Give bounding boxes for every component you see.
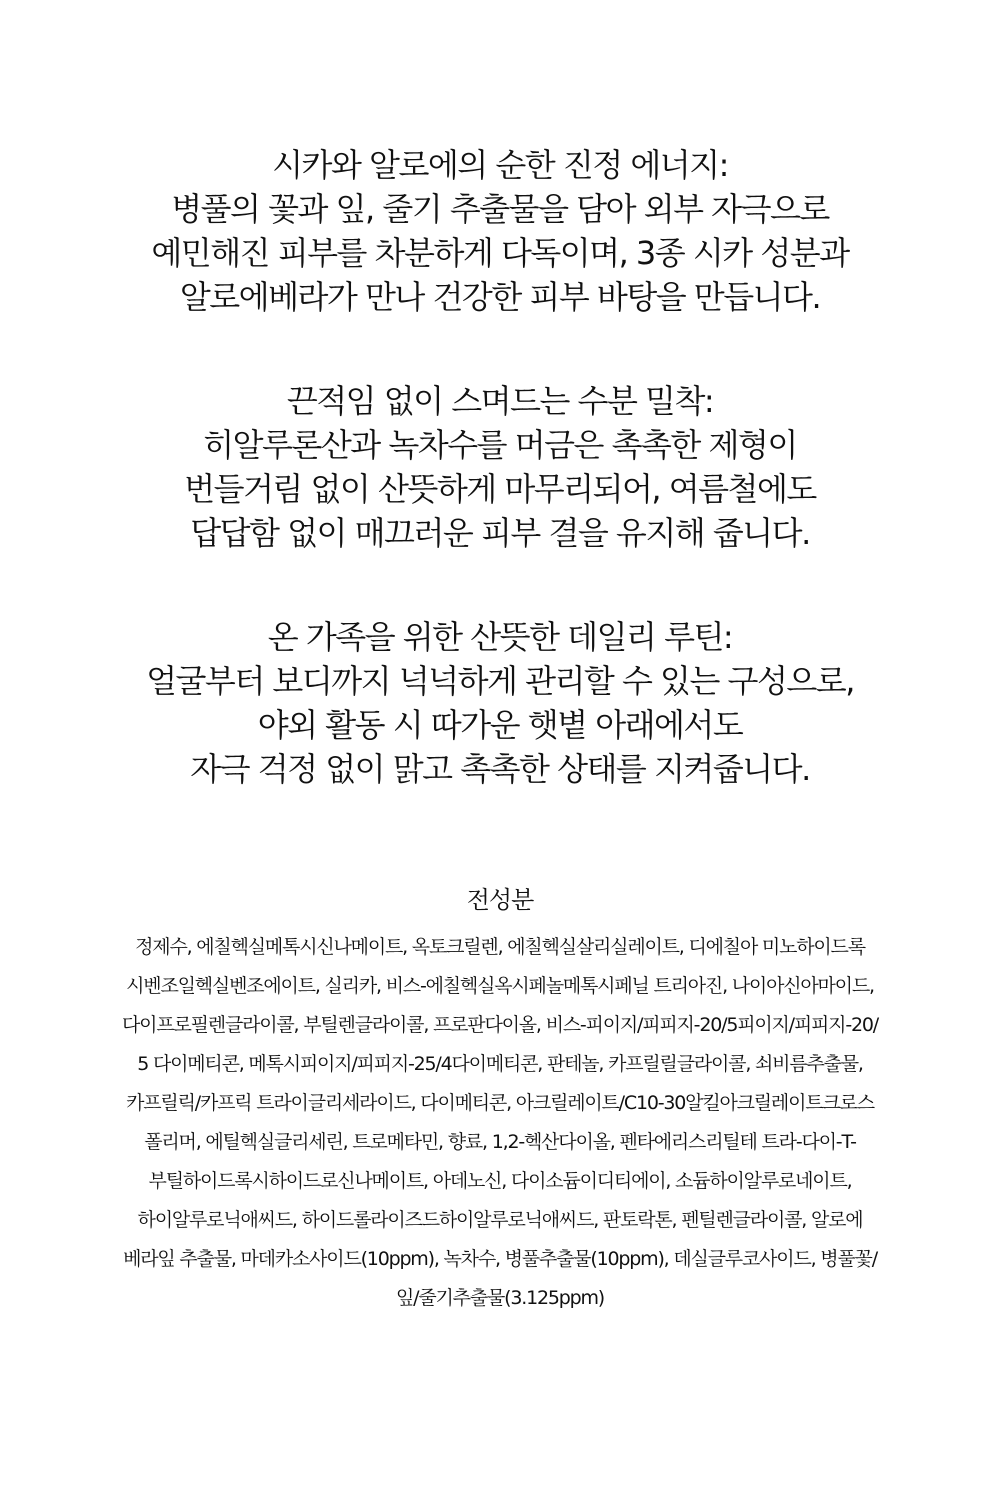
section-text-line: 야외 활동 시 따가운 햇볕 아래에서도 (257, 706, 743, 744)
section-text-line: 예민해진 피부를 차분하게 다독이며, 3종 시카 성분과 (151, 234, 849, 272)
description-section-family-routine (0, 615, 1000, 791)
section-text-line: 병풀의 꽃과 잎, 줄기 추출물을 담아 외부 자극으로 (171, 190, 829, 228)
ingredients-line: 폴리머, 에틸헥실글리세린, 트로메타민, 향료, 1,2-헥산다이올, 펜타에리스리틸테 트라-다이-T- (144, 1131, 856, 1153)
section-text-line: 답답함 없이 매끄러운 피부 결을 유지해 줍니다. (190, 514, 810, 552)
ingredients-line: 부틸하이드록시하이드로신나메이트, 아데노신, 다이소듐이디티에이, 소듐하이알루로네이트, (148, 1170, 852, 1192)
section-heading: 온 가족을 위한 산뜻한 데일리 루틴: (267, 618, 733, 656)
section-heading: 끈적임 없이 스며드는 수분 밀착: (286, 382, 714, 420)
section-heading: 시카와 알로에의 순한 진정 에너지: (272, 146, 728, 184)
section-text-line: 번들거림 없이 산뜻하게 마무리되어, 여름철에도 (184, 470, 816, 508)
section-text-line: 얼굴부터 보디까지 넉넉하게 관리할 수 있는 구성으로, (146, 662, 854, 700)
section-text-line: 히알루론산과 녹차수를 머금은 촉촉한 제형이 (203, 426, 797, 464)
ingredients-line: 시벤조일헥실벤조에이트, 실리카, 비스-에칠헥실옥시페놀메톡시페닐 트리아진, 나이아신아마이드, (126, 975, 874, 997)
product-description (0, 143, 1000, 851)
ingredients-list (0, 882, 1000, 1318)
section-text-line: 알로에베라가 만나 건강한 피부 바탕을 만듭니다. (179, 278, 821, 316)
ingredients-line: 잎/줄기추출물(3.125ppm) (396, 1287, 604, 1309)
section-text-line: 자극 걱정 없이 맑고 촉촉한 상태를 지켜줍니다. (190, 750, 810, 788)
ingredients-title: 전성분 (466, 886, 534, 914)
ingredients-line: 정제수, 에칠헥실메톡시신나메이트, 옥토크릴렌, 에칠헥실살리실레이트, 디에칠아 미노하이드록 (135, 936, 865, 958)
description-section-soothing (0, 143, 1000, 319)
ingredients-line: 카프릴릭/카프릭 트라이글리세라이드, 다이메티콘, 아크릴레이트/C10-30알킬아크릴레이트크로스 (126, 1092, 874, 1114)
ingredients-line: 베라잎 추출물, 마데카소사이드(10ppm), 녹차수, 병풀추출물(10ppm), 데실글루코사이드, 병풀꽃/ (123, 1248, 877, 1270)
description-section-moisture (0, 379, 1000, 555)
ingredients-line: 5 다이메티콘, 메톡시피이지/피피지-25/4다이메티콘, 판테놀, 카프릴릴글라이콜, 쇠비름추출물, (137, 1053, 863, 1075)
ingredients-line: 하이알루로닉애씨드, 하이드롤라이즈드하이알루로닉애씨드, 판토락톤, 펜틸렌글라이콜, 알로에 (137, 1209, 863, 1231)
ingredients-line: 다이프로필렌글라이콜, 부틸렌글라이콜, 프로판다이올, 비스-피이지/피피지-20/5피이지/피피지-20/ (122, 1014, 878, 1036)
